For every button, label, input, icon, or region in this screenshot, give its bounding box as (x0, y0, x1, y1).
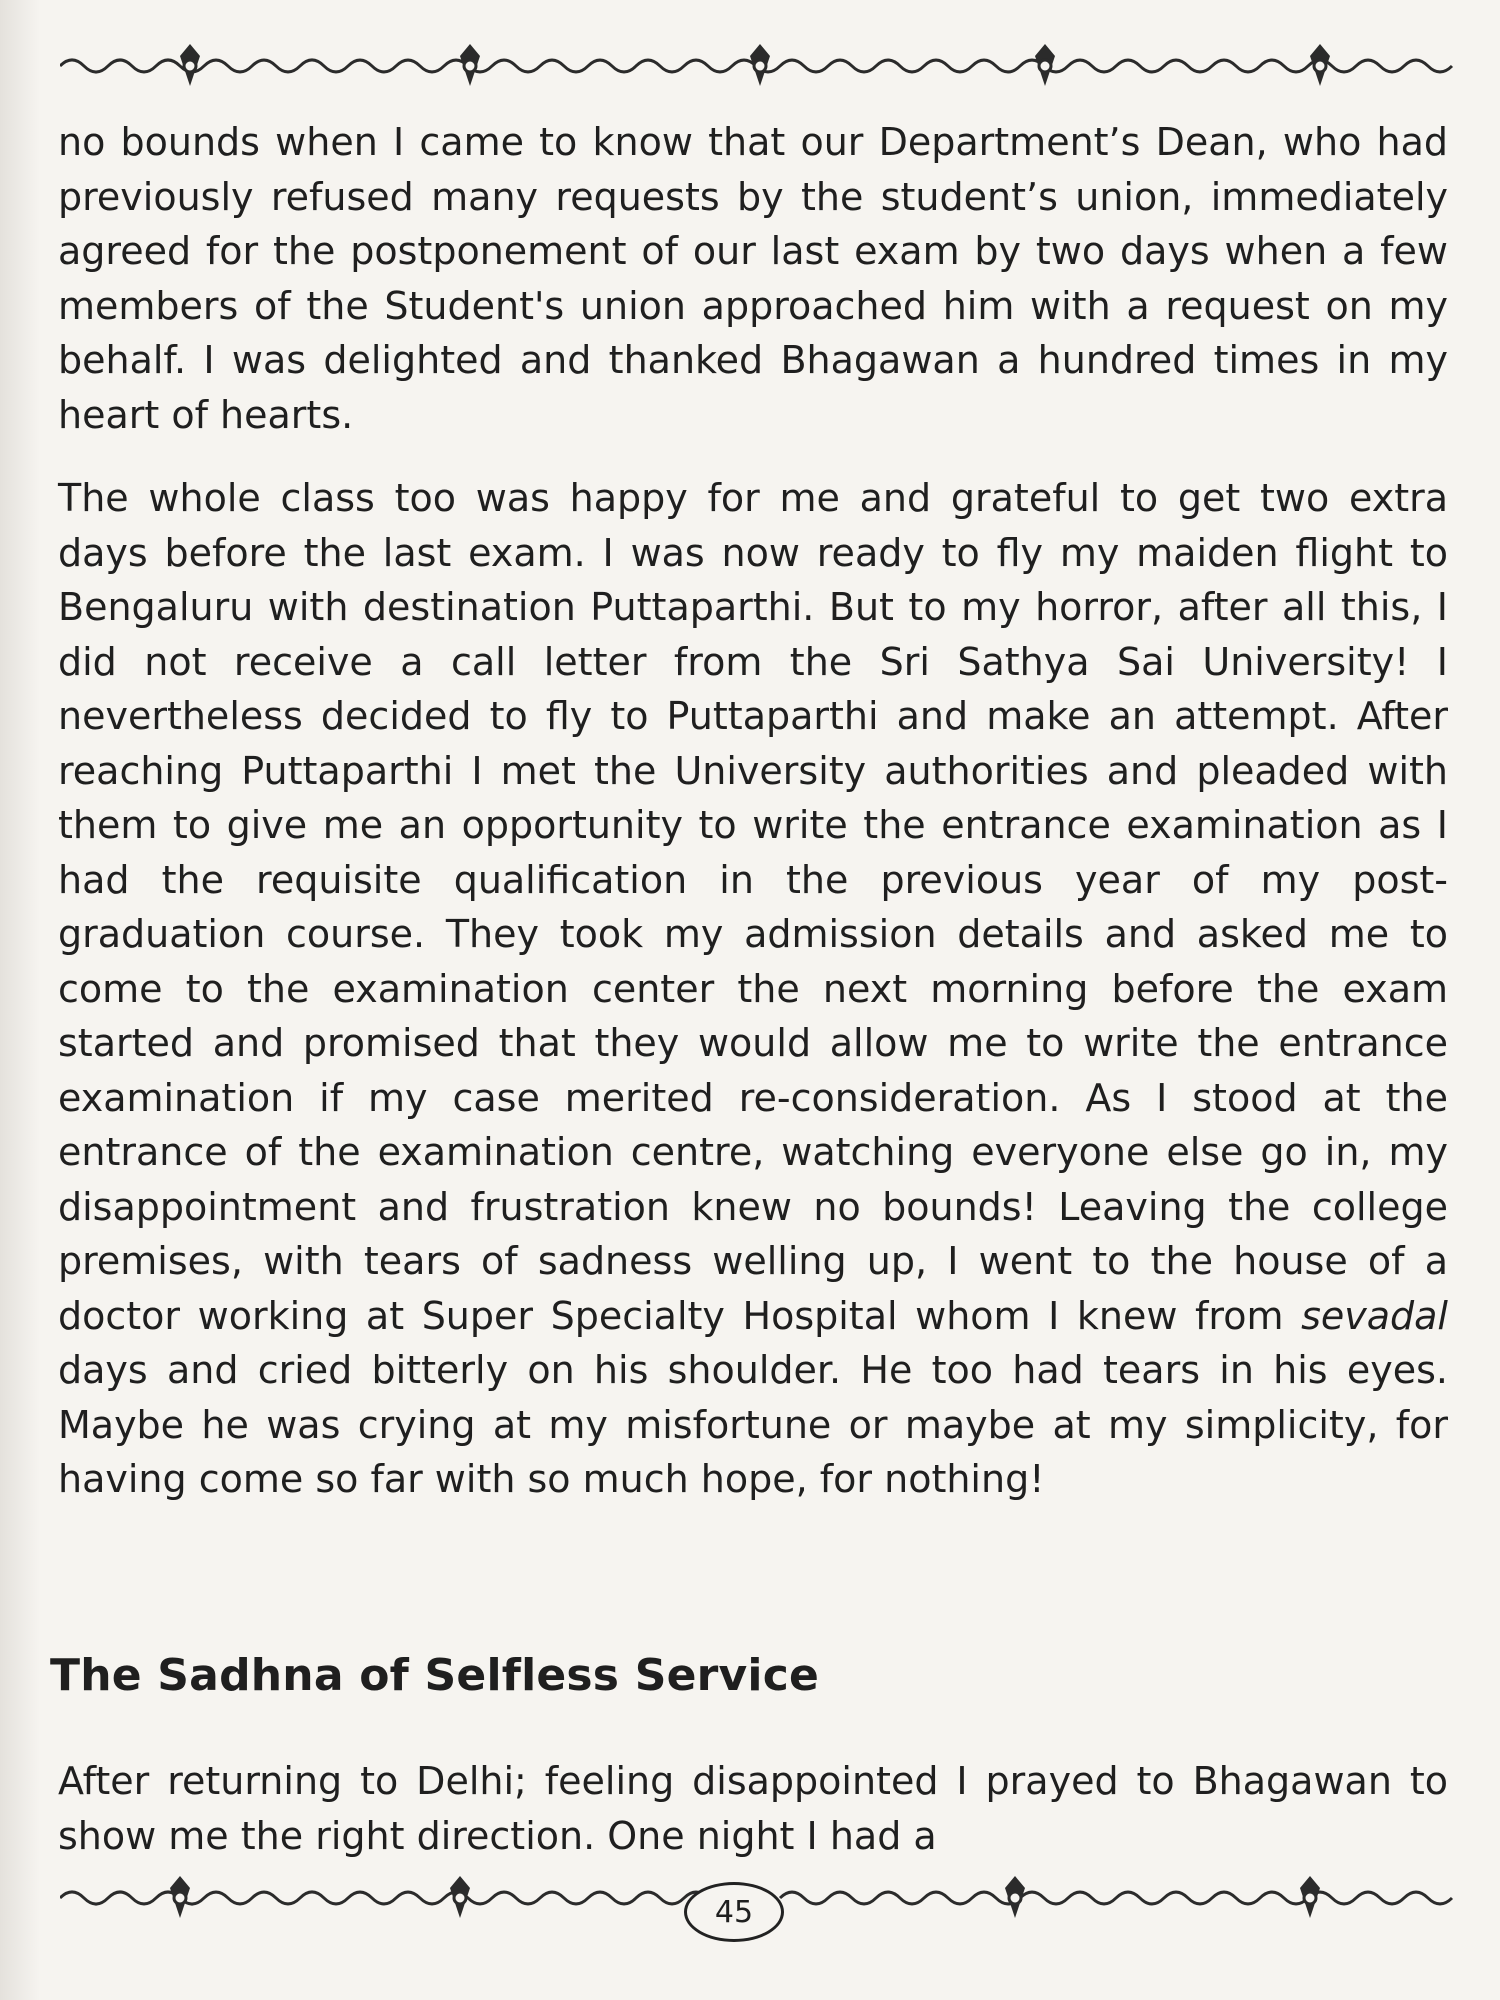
paragraph-3-text: After returning to Delhi; feeling disappointed I prayed to Bhagawan to show me the right direction. One night I had a (58, 1759, 1448, 1858)
paragraph-2-text (58, 471, 1448, 1507)
italic-term: sevadal (1301, 1293, 1448, 1338)
paragraph-3 (58, 1754, 1448, 1863)
paragraph-2-text-start: The whole class too was happy for me and grateful to get two extra days before the last exam. I was now ready to fly my maiden flight to Bengaluru with destination Puttaparthi. But to my horror, after all this, I did not receive a call letter from the Sri Sathya Sai University! I nevertheless decided to fly to Puttaparthi and make an attempt. After reaching Puttaparthi I met the University authorities and pleaded with them to give me an opportunity to write the entrance examination as I had the requisite qualification in the previous year of my post-graduation course. They took my admission details and asked me to come to the examination center the next morning before the exam started and promised that they would allow me to write the entrance examination if my case merited re-consideration. As I stood at the entrance of the examination centre, watching everyone else go in, my disappointment and frustration knew no bounds! Leaving the college premises, with tears of sadness welling up, I went to the house of a doctor working at Super Specialty Hospital whom I knew from (58, 476, 1448, 1338)
paragraph-2-text-end: days and cried bitterly on his shoulder. He too had tears in his eyes. Maybe he was crying at my misfortune or maybe at my simplicity, for having come so far with so much hope, for nothing! (58, 1348, 1448, 1501)
page-edge-shadow (0, 0, 40, 2000)
paragraph-2 (58, 471, 1448, 1507)
page-number-badge (684, 1882, 784, 1942)
section-heading: The Sadhna of Selfless Service (50, 1650, 820, 1701)
paragraph-1 (58, 115, 1448, 442)
ornamental-border-top (60, 36, 1460, 96)
paragraph-1-text: no bounds when I came to know that our Department’s Dean, who had previously refused many requests by the student’s union, immediately agreed for the postponement of our last exam by two days when a few members of the Student's union approached him with a request on my behalf. I was delighted and thanked Bhagawan a hundred times in my heart of hearts. (58, 120, 1448, 437)
page-number: 45 (714, 1894, 754, 1930)
